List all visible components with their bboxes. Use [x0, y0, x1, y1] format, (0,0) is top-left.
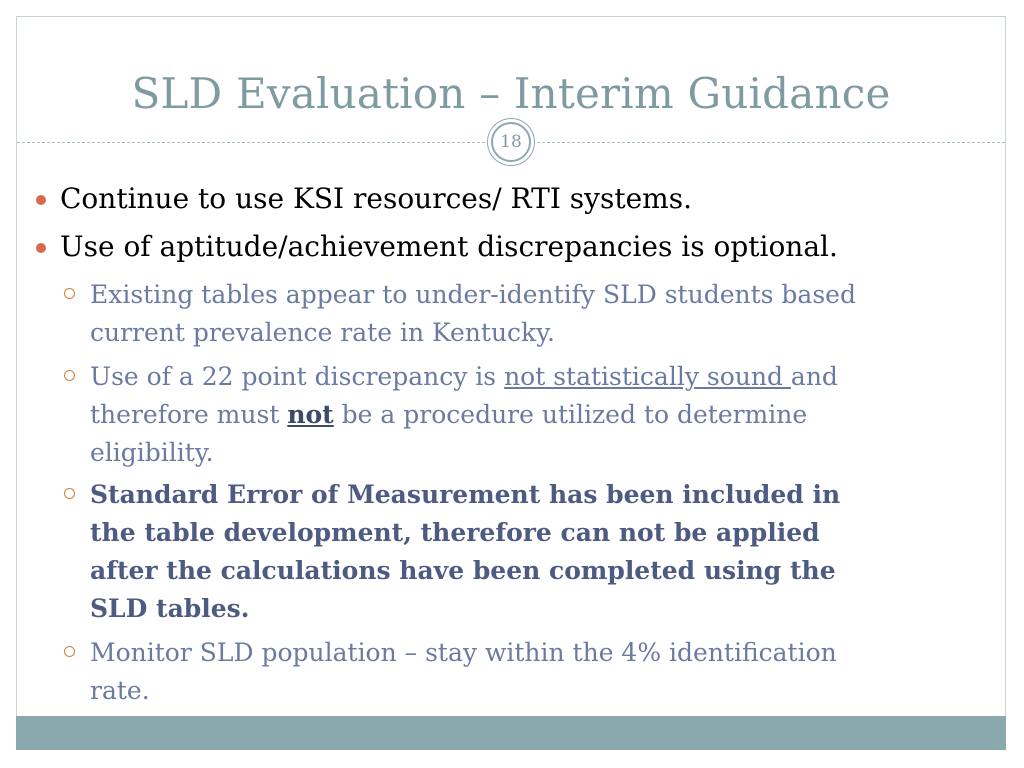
slide-title: SLD Evaluation – Interim Guidance [131, 69, 891, 118]
bullet-item [60, 182, 692, 216]
text-run: Use of a 22 point discrepancy is [90, 362, 505, 391]
sub-bullet-line: the table development, therefore can not be applied [90, 518, 820, 547]
sub-bullet-line: Existing tables appear to under-identify SLD students based [90, 280, 856, 309]
emphasized-text: not [287, 400, 334, 429]
slide-number-badge [487, 118, 535, 166]
text-run: therefore must [90, 400, 288, 429]
sub-bullet-item [90, 358, 970, 472]
sub-bullet-line: current prevalence rate in Kentucky. [90, 318, 555, 347]
sub-bullet-line: rate. [90, 676, 150, 705]
slide-number: 18 [500, 132, 522, 152]
bullet-item [60, 230, 838, 264]
underlined-text: not statistically sound [504, 362, 791, 391]
bullet-text: Use of aptitude/achievement discrepancies is optional. [60, 230, 838, 263]
sub-bullet-line: eligibility. [90, 438, 214, 467]
sub-bullet-line: Standard Error of Measurement has been included in [90, 480, 841, 509]
text-run: and [790, 362, 838, 391]
hollow-circle-bullet-icon [64, 288, 75, 299]
sub-bullet-line: after the calculations have been completed using the [90, 556, 836, 585]
sub-bullet-item [90, 476, 970, 628]
hollow-circle-bullet-icon [64, 488, 75, 499]
footer-bar [16, 716, 1006, 750]
sub-bullet-line: Monitor SLD population – stay within the 4% identification [90, 638, 837, 667]
bullet-dot-icon [36, 195, 46, 205]
sub-bullet-item [90, 276, 970, 352]
hollow-circle-bullet-icon [64, 646, 75, 657]
hollow-circle-bullet-icon [64, 370, 75, 381]
text-run: be a procedure utilized to determine [333, 400, 808, 429]
sub-bullet-line [90, 396, 970, 434]
sub-bullet-item [90, 634, 970, 710]
sub-bullet-line [90, 358, 970, 396]
sub-bullet-line: SLD tables. [90, 594, 250, 623]
bullet-text: Continue to use KSI resources/ RTI systems. [60, 182, 692, 215]
bullet-dot-icon [36, 243, 46, 253]
